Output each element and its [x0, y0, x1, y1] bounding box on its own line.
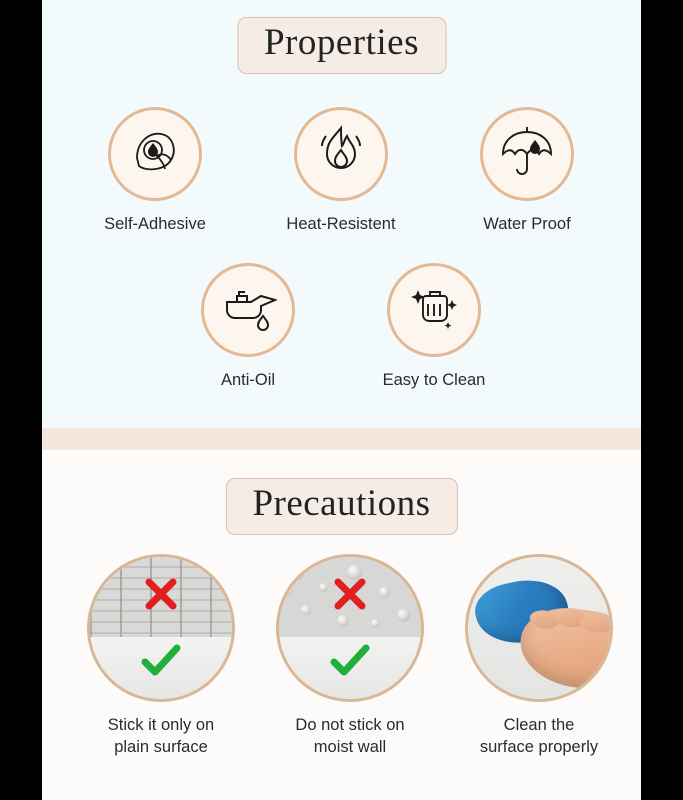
precaution-label	[446, 714, 632, 759]
hand-wiping-wall-with-blue-cloth-photo	[465, 554, 613, 702]
brick-wall-vs-plain-surface-photo	[87, 554, 235, 702]
water-drop	[291, 567, 304, 580]
water-drop	[397, 609, 410, 622]
properties-heading-text: Properties	[263, 22, 420, 63]
precautions-section	[42, 450, 641, 800]
water-drop	[379, 587, 390, 598]
precaution-label	[257, 714, 443, 759]
property-label: Self-Adhesive	[104, 215, 206, 233]
icon-circle	[480, 107, 574, 201]
property-label: Water Proof	[483, 215, 571, 233]
precaution-label-line2: plain surface	[114, 738, 208, 757]
precautions-heading-text: Precautions	[252, 483, 431, 524]
property-label: Anti-Oil	[220, 371, 276, 389]
umbrella-water-drop-icon	[498, 124, 556, 185]
water-drop	[301, 605, 311, 615]
precaution-label-line2: surface properly	[479, 738, 599, 757]
check-icon	[141, 643, 181, 679]
precaution-label-line1: Stick it only on	[107, 716, 215, 734]
water-drop	[371, 619, 380, 628]
icon-circle	[108, 107, 202, 201]
self-adhesive-icon	[127, 124, 183, 185]
precaution-label-line1: Do not stick on	[295, 716, 405, 734]
section-divider	[42, 428, 641, 450]
precautions-heading	[225, 478, 457, 535]
property-item-self-adhesive	[75, 107, 235, 235]
property-item-anti-oil	[168, 263, 328, 391]
icon-circle	[201, 263, 295, 357]
cross-icon	[144, 577, 178, 611]
infographic-content	[42, 0, 641, 800]
water-drop	[319, 583, 328, 592]
precaution-item-plain-surface	[68, 554, 254, 759]
icon-circle	[294, 107, 388, 201]
moist-wall-vs-dry-wall-photo	[276, 554, 424, 702]
precaution-item-clean-surface	[446, 554, 632, 759]
water-drop	[285, 587, 293, 595]
cleaning-hand-icon	[406, 280, 462, 341]
finger	[578, 613, 612, 634]
property-label: Heat-Resistent	[286, 215, 396, 233]
precaution-label-line1: Clean the	[503, 716, 575, 734]
precaution-label	[68, 714, 254, 759]
precaution-label-line2: moist wall	[313, 738, 387, 757]
property-item-easy-to-clean	[354, 263, 514, 391]
oil-can-icon	[219, 282, 277, 339]
property-item-water-proof	[447, 107, 607, 235]
property-item-heat-resistent	[261, 107, 421, 235]
flame-icon	[315, 124, 367, 185]
properties-heading	[237, 17, 446, 74]
icon-circle	[387, 263, 481, 357]
water-drop	[337, 615, 349, 627]
property-label: Easy to Clean	[382, 371, 486, 389]
properties-section	[42, 0, 641, 428]
cross-icon	[333, 577, 367, 611]
water-drop	[403, 571, 411, 579]
check-icon	[330, 643, 370, 679]
precaution-item-moist-wall	[257, 554, 443, 759]
